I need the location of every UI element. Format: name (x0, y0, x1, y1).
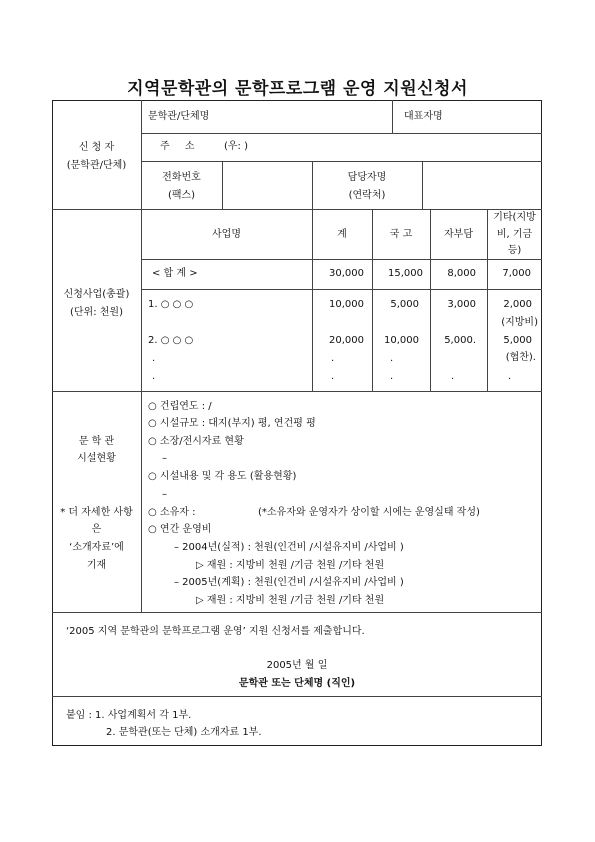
project-2-self: 5,000. (444, 335, 476, 346)
applicant-header-sub: (문학관/단체) (66, 160, 127, 171)
facility-note-3: ‘소개자료’에 (69, 542, 124, 553)
phone-label: 전화번호 (162, 172, 201, 183)
project-1-label: 1. ○ ○ ○ (148, 299, 194, 310)
row-divider (141, 289, 542, 290)
blank-dash: – (162, 489, 167, 500)
attachment-line-2: 2. 문학관(또는 단체) 소개자료 1부. (106, 727, 262, 738)
project-1-other-source: (지방비) (501, 317, 538, 328)
row-divider (141, 133, 542, 134)
project-2-national: 10,000 (384, 335, 419, 346)
column-divider (392, 100, 393, 133)
row-divider (52, 391, 542, 392)
project-1-national: 5,000 (390, 299, 419, 310)
sum-row-label: < 합 계 > (152, 268, 198, 279)
projects-header: 신청사업(총괄) (63, 289, 130, 300)
col-header-total: 계 (337, 229, 347, 240)
projects-unit: (단위: 천원) (70, 307, 123, 318)
submission-statement: ‘2005 지역 문학관의 문학프로그램 운영’ 지원 신청서를 제출합니다. (66, 626, 365, 637)
row-divider (52, 209, 542, 210)
signer-line: 문학관 또는 단체명 (직인) (238, 678, 356, 689)
attachment-line-1: 붙임 : 1. 사업계획서 각 1부. (66, 710, 192, 721)
project-2-total: 20,000 (329, 335, 364, 346)
project-1-total: 10,000 (329, 299, 364, 310)
col-header-other: 기타(지방 (493, 212, 536, 223)
continuation-dot: . (331, 371, 335, 382)
col-header-national: 국 고 (389, 229, 413, 240)
facility-note-2: 은 (91, 524, 102, 535)
continuation-dot: . (152, 371, 156, 382)
col-header-other-2: 비, 기금 (496, 229, 533, 240)
owner-note: (*소유자와 운영자가 상이할 시에는 운영실태 작성) (258, 507, 480, 518)
row-divider (141, 259, 542, 260)
funding-2004: ▷ 재원 : 지방비 천원 /기금 천원 /기타 천원 (196, 560, 385, 571)
continuation-dot: . (508, 371, 512, 382)
row-divider (52, 612, 542, 613)
facility-usage: ○ 시설내용 및 각 용도 (활용현황) (148, 471, 297, 482)
col-header-self: 자부담 (444, 229, 473, 240)
contact-label: 담당자명 (347, 172, 387, 183)
project-2-other: 5,000 (503, 335, 532, 346)
column-divider (222, 161, 223, 209)
applicant-header: 신 청 자 (78, 142, 115, 153)
representative-label: 대표자명 (404, 111, 443, 122)
sum-total: 30,000 (329, 268, 364, 279)
document-title: 지역문학관의 문학프로그램 운영 지원신청서 (127, 79, 468, 99)
column-divider (422, 161, 423, 209)
facility-scale: ○ 시설규모 : 대지(부지) 평, 연건평 평 (148, 418, 316, 429)
continuation-dot: . (390, 353, 394, 364)
sum-national: 15,000 (388, 268, 423, 279)
row-divider (141, 161, 542, 162)
collection-status: ○ 소장/전시자료 현황 (148, 436, 244, 447)
phone-label-sub: (팩스) (167, 190, 196, 201)
project-1-other: 2,000 (503, 299, 532, 310)
continuation-dot: . (152, 353, 156, 364)
project-2-other-source: (협찬). (505, 352, 536, 363)
address-label: 주 소 (160, 141, 201, 152)
built-year: ○ 건립연도 : / (148, 401, 212, 412)
sum-other: 7,000 (502, 268, 531, 279)
blank-dash: – (162, 453, 167, 464)
cost-2004: – 2004년(실적) : 천원(인건비 /시설유지비 /사업비 ) (174, 542, 404, 553)
facility-note-4: 기재 (86, 560, 107, 571)
org-name-label: 문학관/단체명 (148, 111, 210, 122)
annual-cost-label: ○ 연간 운영비 (148, 524, 212, 535)
continuation-dot: . (331, 353, 335, 364)
col-header-name: 사업명 (212, 229, 241, 240)
row-divider (52, 696, 542, 697)
sum-self: 8,000 (447, 268, 476, 279)
continuation-dot: . (451, 371, 455, 382)
cost-2005: – 2005년(계획) : 천원(인건비 /시설유지비 /사업비 ) (174, 577, 404, 588)
contact-label-sub: (연락처) (348, 190, 386, 201)
facility-note: * 더 자세한 사항 (60, 507, 133, 518)
project-2-label: 2. ○ ○ ○ (148, 335, 194, 346)
address-value: (우: ) (224, 141, 249, 152)
submission-date: 2005년 월 일 (266, 660, 328, 671)
project-1-self: 3,000 (447, 299, 476, 310)
facility-header-sub: 시설현황 (77, 453, 116, 464)
continuation-dot: . (390, 371, 394, 382)
funding-2005: ▷ 재원 : 지방비 천원 /기금 천원 /기타 천원 (196, 595, 385, 606)
owner-label: ○ 소유자 : (148, 507, 196, 518)
col-header-other-3: 등) (507, 245, 522, 256)
facility-header: 문 학 관 (78, 436, 115, 447)
